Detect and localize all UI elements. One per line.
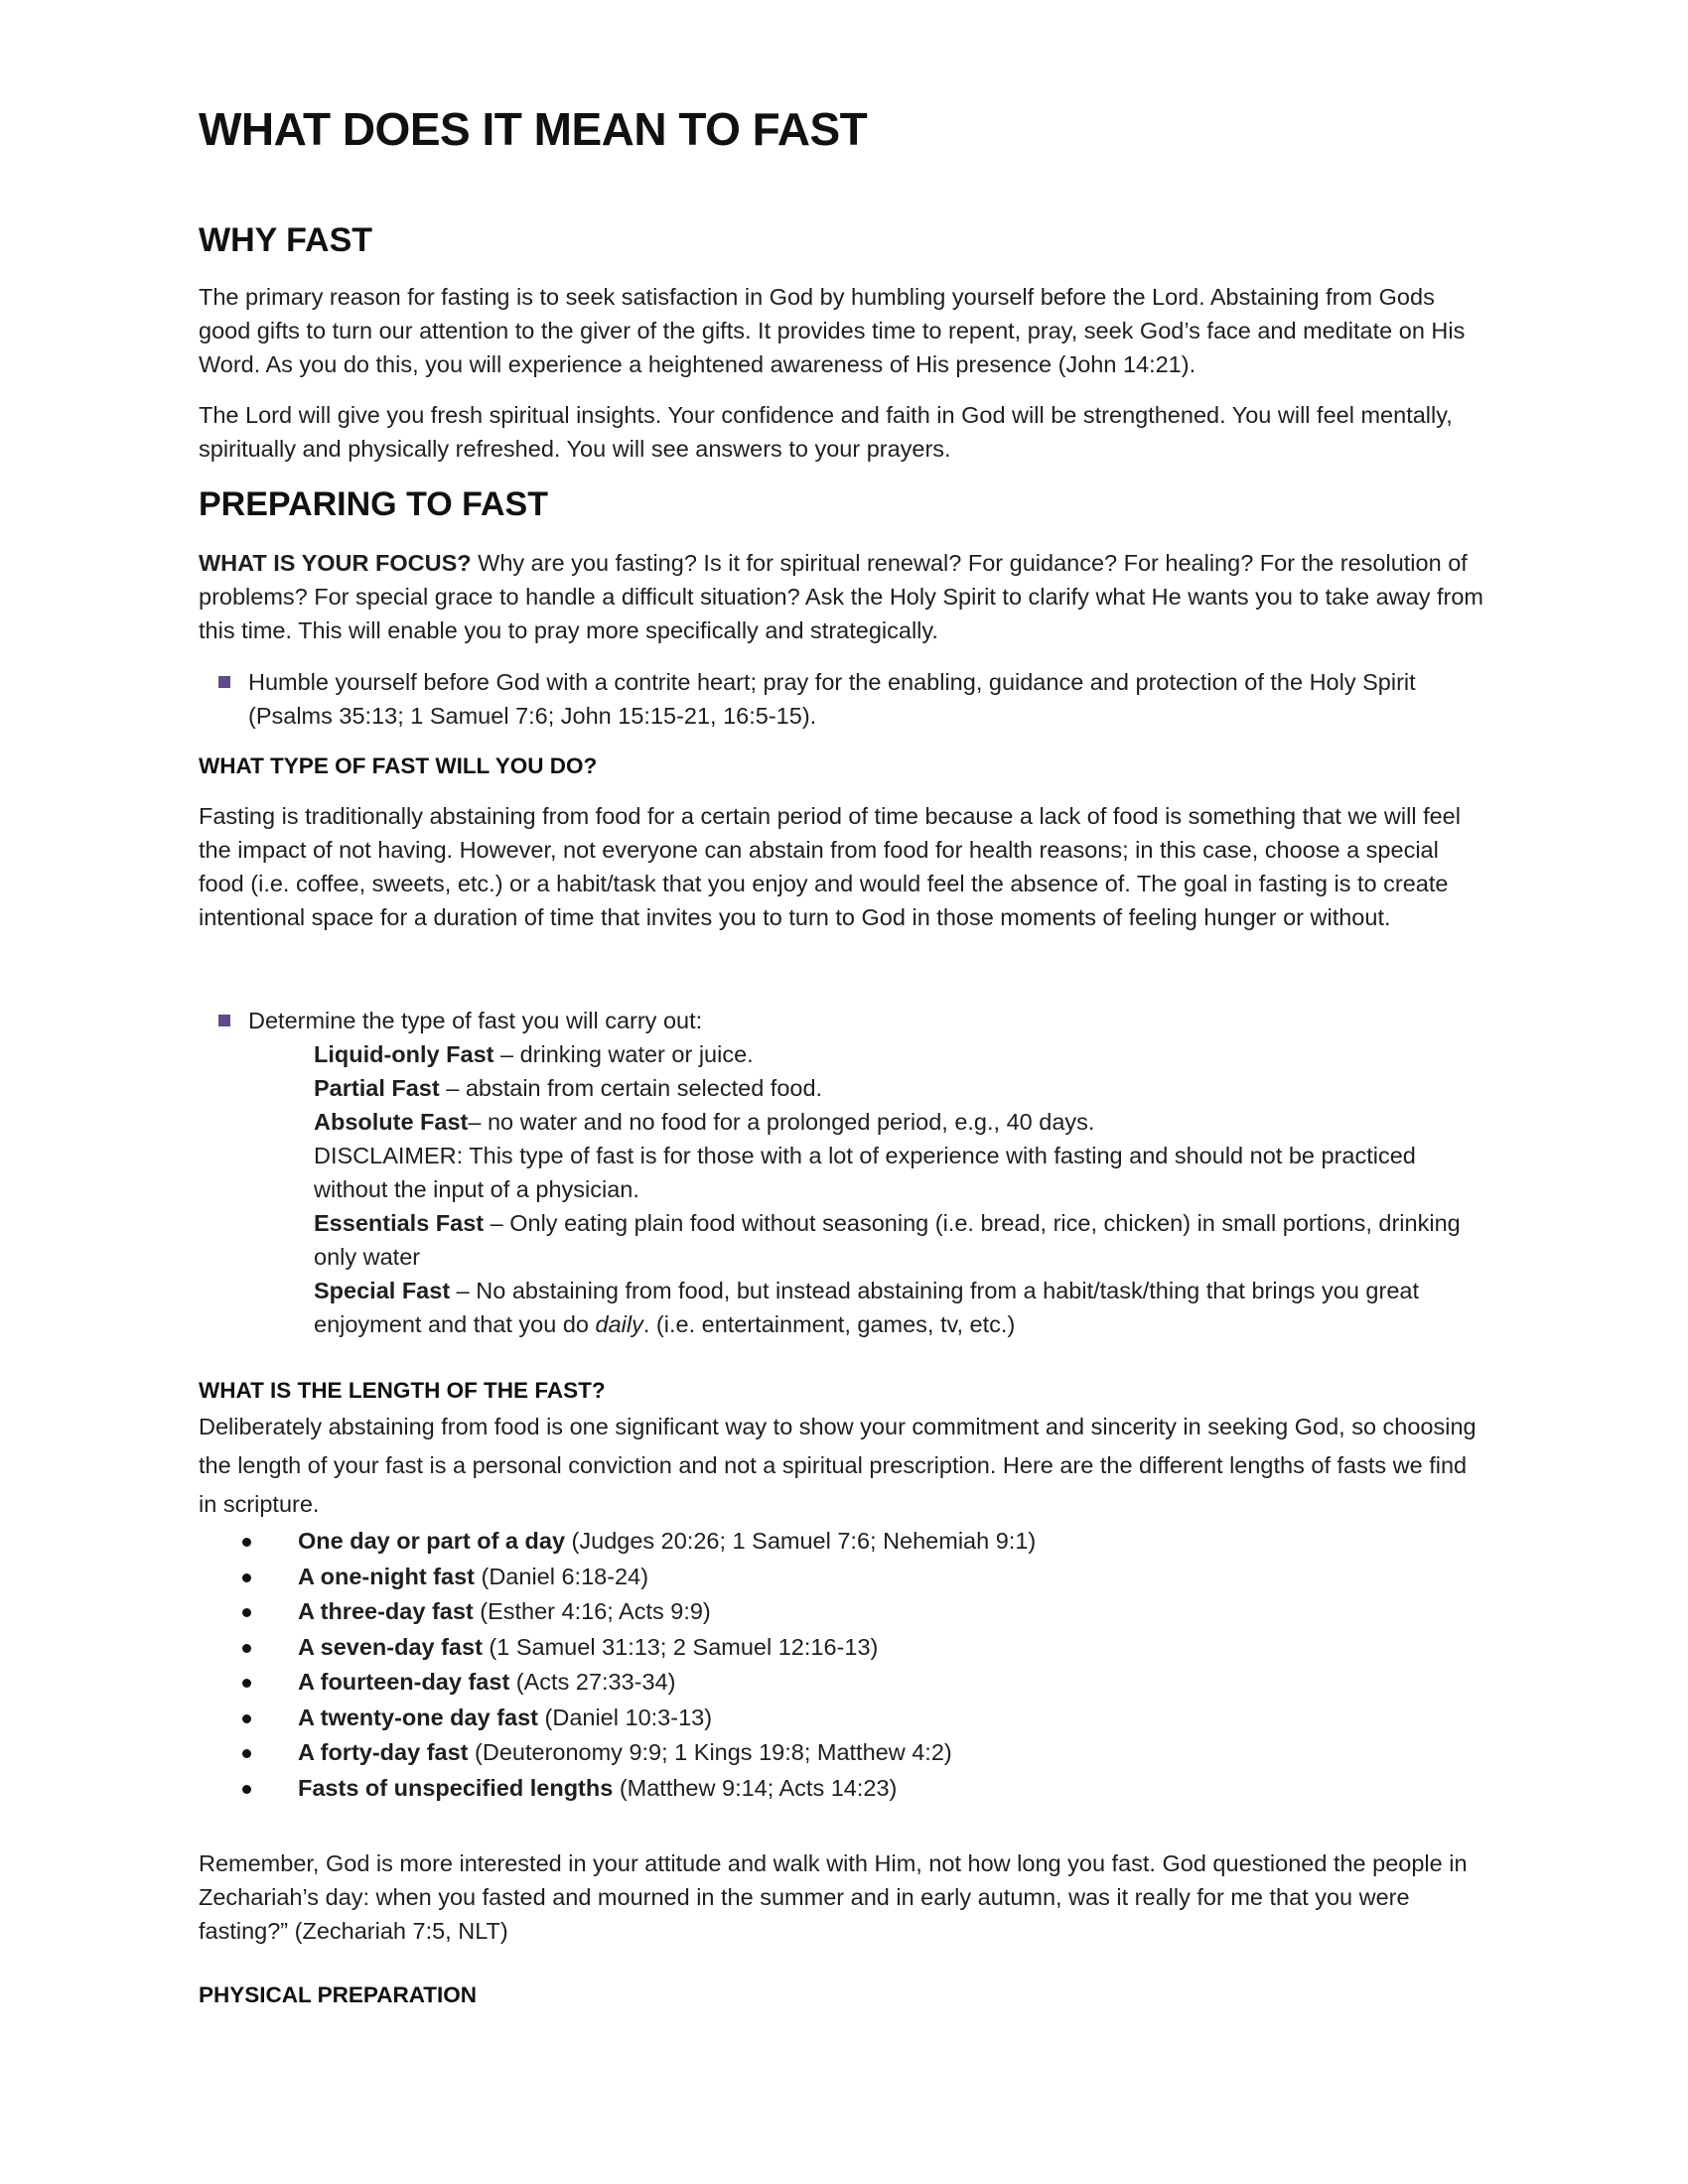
length-heading: WHAT IS THE LENGTH OF THE FAST? (199, 1378, 606, 1403)
bullet-icon (242, 1679, 251, 1688)
list-item: A three-day fast (Esther 4:16; Acts 9:9) (242, 1594, 1489, 1630)
bullet-icon (242, 1608, 251, 1617)
bullet-icon (242, 1538, 251, 1547)
physical-preparation-heading: PHYSICAL PREPARATION (199, 1982, 478, 2007)
square-bullet-icon (218, 676, 230, 688)
bullet-icon (242, 1714, 251, 1723)
bullet-icon (242, 1749, 251, 1758)
why-fast-paragraph-1: The primary reason for fasting is to seek satisfaction in God by humbling yourself before the Lord. Abstaining from Gods good gifts to turn our attention to the giver of the gifts. It provides time to repent, pray, seek God’s face and meditate on His Word. As you do this, you will experience a heightened awareness of His presence (John 14:21). (199, 284, 1466, 377)
list-item: A twenty-one day fast (Daniel 10:3-13) (242, 1701, 1489, 1736)
fast-type-item: Liquid-only Fast – drinking water or juice. (314, 1041, 754, 1067)
bullet-icon (242, 1785, 251, 1794)
bullet-icon (242, 1573, 251, 1582)
focus-paragraph (199, 546, 1489, 647)
length-list (242, 1524, 1489, 1806)
why-fast-paragraph-2: The Lord will give you fresh spiritual insights. Your confidence and faith in God will be strengthened. You will feel mentally, spiritually and physically refreshed. You will see answers to your prayers. (199, 402, 1453, 462)
disclaimer-text: DISCLAIMER: This type of fast is for those with a lot of experience with fasting and should not be practiced without the input of a physician. (314, 1143, 1416, 1202)
page-title: WHAT DOES IT MEAN TO FAST (199, 103, 868, 155)
determine-bullet-text: Determine the type of fast you will carry out: (248, 1008, 703, 1033)
preparing-heading: PREPARING TO FAST (199, 485, 549, 523)
length-paragraph: Deliberately abstaining from food is one significant way to show your commitment and sincerity in seeking God, so choosing the length of your fast is a personal conviction and not a spiritual prescription. Here are the different lengths of fasts we find in scripture. (199, 1414, 1477, 1517)
humble-bullet (218, 665, 1489, 733)
list-item: A fourteen-day fast (Acts 27:33-34) (242, 1665, 1489, 1701)
list-item: A seven-day fast (1 Samuel 31:13; 2 Samuel 12:16-13) (242, 1630, 1489, 1666)
type-of-fast-heading: WHAT TYPE OF FAST WILL YOU DO? (199, 753, 598, 778)
bullet-icon (242, 1644, 251, 1653)
list-item: One day or part of a day (Judges 20:26; 1 Samuel 7:6; Nehemiah 9:1) (242, 1524, 1489, 1560)
humble-bullet-text: Humble yourself before God with a contrite heart; pray for the enabling, guidance and protection of the Holy Spirit (Psalms 35:13; 1 Samuel 7:6; John 15:15-21, 16:5-15). (248, 669, 1416, 729)
fast-type-item: Absolute Fast– no water and no food for a prolonged period, e.g., 40 days. (314, 1109, 1095, 1135)
fast-type-item: Essentials Fast – Only eating plain food without seasoning (i.e. bread, rice, chicken) in small portions, drinking only water (314, 1210, 1461, 1270)
fast-type-item: Partial Fast – abstain from certain selected food. (314, 1075, 823, 1101)
list-item: A forty-day fast (Deuteronomy 9:9; 1 Kings 19:8; Matthew 4:2) (242, 1735, 1489, 1771)
type-of-fast-paragraph: Fasting is traditionally abstaining from food for a certain period of time because a lack of food is something that we will feel the impact of not having. However, not everyone can abstain from food for health reasons; in this case, choose a special food (i.e. coffee, sweets, etc.) or a habit/task that you enjoy and would feel the absence of. The goal in fasting is to create intentional space for a duration of time that invites you to turn to God in those moments of feeling hunger or without. (199, 803, 1461, 930)
remember-paragraph: Remember, God is more interested in your attitude and walk with Him, not how long you fast. God questioned the people in Zechariah’s day: when you fasted and mourned in the summer and in early autumn, was it really for me that you were fasting?” (Zechariah 7:5, NLT) (199, 1850, 1468, 1944)
fast-types-list (314, 1037, 1489, 1341)
list-item: A one-night fast (Daniel 6:18-24) (242, 1560, 1489, 1595)
fast-type-item: Special Fast – No abstaining from food, but instead abstaining from a habit/task/thing that brings you great enjoyment and that you do daily. (i.e. entertainment, games, tv, etc.) (314, 1278, 1419, 1337)
focus-label: WHAT IS YOUR FOCUS? (199, 550, 472, 576)
why-fast-heading: WHY FAST (199, 221, 373, 259)
determine-bullet (218, 1004, 1489, 1037)
focus-text: Why are you fasting? Is it for spiritual renewal? For guidance? For healing? For the resolution of problems? For special grace to handle a difficult situation? Ask the Holy Spirit to clarify what He wants you to take away from this time. This will enable you to pray more specifically and strategically. (199, 550, 1483, 643)
list-item: Fasts of unspecified lengths (Matthew 9:14; Acts 14:23) (242, 1771, 1489, 1807)
square-bullet-icon (218, 1015, 230, 1026)
